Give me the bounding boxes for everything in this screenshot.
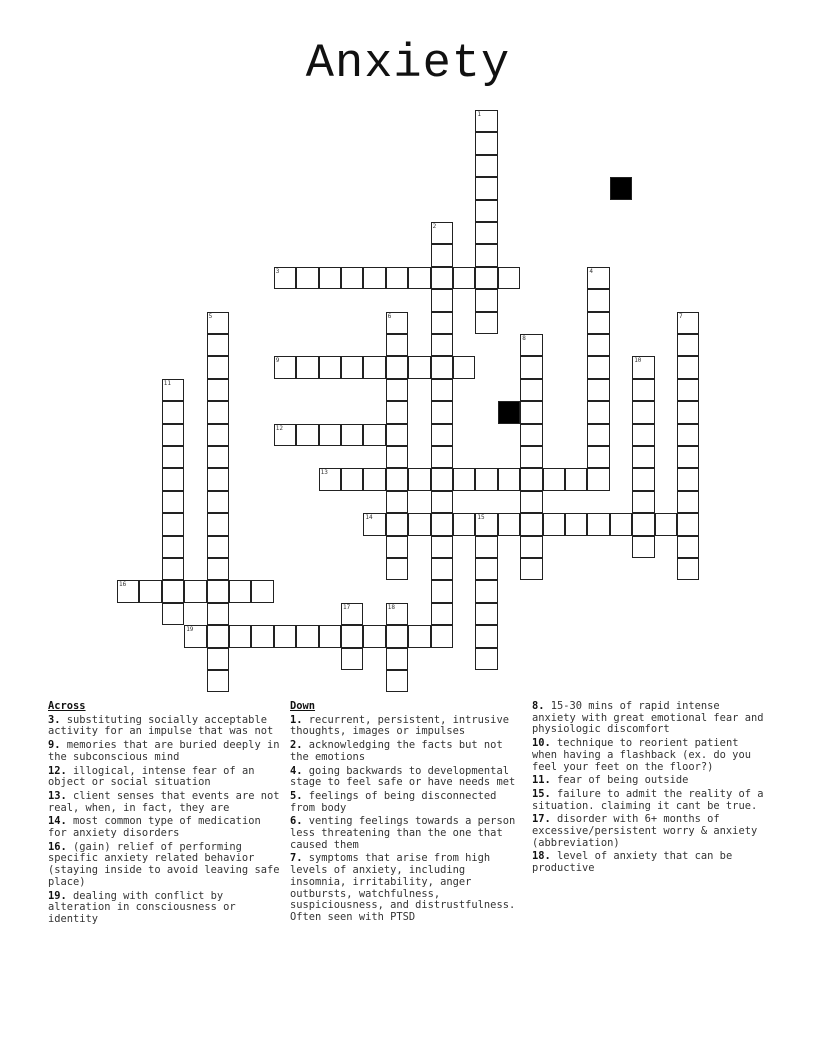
clue-number-label: 3 [275,267,280,275]
grid-cell[interactable] [431,312,453,334]
grid-cell[interactable] [677,468,699,490]
clue-text: memories that are buried deeply in the subconscious mind [48,739,280,763]
clue-item [48,766,280,789]
grid-cell[interactable] [162,446,184,468]
grid-cell[interactable] [207,580,229,602]
clue-item [532,738,768,773]
grid-cell[interactable] [207,491,229,513]
grid-cell[interactable] [162,401,184,423]
clue-number-label: 7 [679,312,683,320]
grid-cell[interactable] [431,379,453,401]
grid-cell[interactable] [207,401,229,423]
grid-cell[interactable] [408,468,430,490]
grid-cell[interactable] [207,648,229,670]
clue-number: 19. [48,889,67,902]
clue-number-label: 5 [208,312,213,320]
clue-text: symptoms that arise from high levels of anxiety, including insomnia, irritability, anger outbursts, watchfulness, suspiciousness, and distrustfulness. Often seen with PTSD [290,852,516,923]
grid-cell[interactable] [341,625,363,647]
down-heading: Down [290,700,316,712]
grid-cell[interactable] [207,334,229,356]
grid-cell[interactable] [587,513,609,535]
grid-cell[interactable] [386,625,408,647]
clue-number-label: 2 [432,223,437,230]
grid-cell[interactable] [632,379,654,401]
grid-cell[interactable] [520,513,542,535]
clue-item [290,715,526,738]
grid-cell[interactable] [677,536,699,558]
grid-cell[interactable] [677,379,699,401]
grid-cell[interactable] [587,356,609,378]
grid-cell[interactable] [520,379,542,401]
clue-number-label: 10 [634,357,642,365]
clue-item [48,842,280,889]
grid-cell[interactable] [386,334,408,356]
grid-cell[interactable] [520,468,542,490]
grid-cell[interactable] [543,513,565,535]
grid-cell[interactable] [520,334,542,356]
grid-cell[interactable] [408,267,430,289]
clue-number: 11. [532,774,551,787]
grid-cell[interactable] [475,289,497,311]
grid-cell[interactable] [453,267,475,289]
clue-text: most common type of medication for anxiety disorders [48,815,261,840]
clue-number: 8. [532,700,545,712]
grid-cell[interactable] [431,334,453,356]
grid-cell[interactable] [207,312,229,334]
grid-cell[interactable] [587,334,609,356]
grid-cell[interactable] [162,558,184,580]
grid-cell[interactable] [565,468,587,490]
grid-cell[interactable] [386,670,408,692]
clue-number-label: 14 [365,514,373,522]
grid-cell[interactable] [207,356,229,378]
clue-number-label: 6 [387,312,392,320]
grid-cell[interactable] [475,648,497,670]
grid-cell[interactable] [319,356,341,378]
grid-cell[interactable] [162,491,184,513]
clue-number-label: 15 [477,514,485,522]
clue-number: 12. [48,764,67,777]
grid-cell[interactable] [139,580,161,602]
grid-cell[interactable] [475,222,497,244]
grid-cell[interactable] [677,513,699,535]
grid-cell[interactable] [431,513,453,535]
grid-cell[interactable] [431,491,453,513]
grid-cell[interactable] [475,110,497,132]
clue-item [532,814,768,849]
grid-cell[interactable] [498,513,520,535]
grid-cell[interactable] [632,424,654,446]
grid-cell[interactable] [520,558,542,580]
clue-number: 3. [48,713,61,726]
grid-cell[interactable] [363,267,385,289]
grid-cell[interactable] [162,603,184,625]
grid-cell[interactable] [386,648,408,670]
grid-cell[interactable] [565,513,587,535]
grid-cell[interactable] [341,603,363,625]
clue-number: 6. [290,815,303,828]
black-square [610,177,632,199]
across-clues [48,701,280,928]
grid-cell[interactable] [431,558,453,580]
grid-cell[interactable] [520,446,542,468]
grid-cell[interactable] [520,356,542,378]
clue-text: level of anxiety that can be productive [532,850,733,875]
grid-cell[interactable] [386,558,408,580]
grid-cell[interactable] [498,267,520,289]
clue-number: 17. [532,813,551,826]
grid-cell[interactable] [475,558,497,580]
clue-number-label: 19 [186,626,194,634]
grid-cell[interactable] [677,401,699,423]
clue-text: acknowledging the facts but not the emotions [290,739,503,763]
grid-cell[interactable] [431,603,453,625]
clue-number: 16. [48,840,67,853]
clue-number-label: 12 [275,424,284,432]
grid-cell[interactable] [341,648,363,670]
grid-cell[interactable] [632,356,654,378]
clue-number: 5. [290,789,303,802]
grid-cell[interactable] [341,468,363,490]
grid-cell[interactable] [229,625,251,647]
clue-number-label: 18 [387,603,396,611]
grid-cell[interactable] [431,356,453,378]
clue-number: 15. [532,787,551,800]
grid-cell[interactable] [475,155,497,177]
clue-item [532,789,768,812]
grid-cell[interactable] [677,558,699,580]
grid-cell[interactable] [475,580,497,602]
clue-item [48,715,280,738]
grid-cell[interactable] [386,312,408,334]
grid-cell[interactable] [386,536,408,558]
grid-cell[interactable] [475,312,497,334]
clue-text: (gain) relief of performing specific anxiety related behavior (staying inside to avoid leaving safe place) [48,840,280,888]
grid-cell[interactable] [162,424,184,446]
grid-cell[interactable] [207,424,229,446]
clue-number: 1. [290,713,303,726]
grid-cell[interactable] [632,446,654,468]
grid-cell[interactable] [475,513,497,535]
grid-cell[interactable] [251,625,273,647]
clue-text: feelings of being disconnected from body [290,789,497,814]
down-clues-continued [532,701,768,877]
grid-cell[interactable] [386,491,408,513]
clue-item [532,701,768,736]
grid-cell[interactable] [386,513,408,535]
clue-item [290,853,526,923]
grid-cell[interactable] [386,468,408,490]
black-square [498,401,520,423]
clue-text: 15-30 mins of rapid intense anxiety with great emotional fear and physiologic discomfort [532,700,764,736]
grid-cell[interactable] [363,468,385,490]
grid-cell[interactable] [431,580,453,602]
grid-cell[interactable] [655,513,677,535]
grid-cell[interactable] [632,536,654,558]
clue-item [48,891,280,926]
grid-cell[interactable] [587,379,609,401]
grid-cell[interactable] [520,536,542,558]
grid-cell[interactable] [453,468,475,490]
grid-cell[interactable] [251,580,273,602]
grid-cell[interactable] [386,379,408,401]
clue-text: technique to reorient patient when having a flashback (ex. do you feel your feet on the floor?) [532,737,751,773]
grid-cell[interactable] [431,446,453,468]
clue-number-label: 9 [275,357,280,365]
clue-text: failure to admit the reality of a situation. claiming it cant be true. [532,787,764,812]
clue-number: 7. [290,852,303,865]
grid-cell[interactable] [207,379,229,401]
grid-cell[interactable] [431,267,453,289]
grid-cell[interactable] [677,356,699,378]
clue-text: substituting socially acceptable activity for an impulse that was not [48,713,274,738]
grid-cell[interactable] [319,625,341,647]
grid-cell[interactable] [117,580,139,602]
grid-cell[interactable] [543,468,565,490]
clue-number-label: 1 [477,111,482,118]
clue-item [48,816,280,839]
grid-cell[interactable] [453,356,475,378]
grid-cell[interactable] [319,267,341,289]
clue-text: disorder with 6+ months of excessive/persistent worry & anxiety (abbreviation) [532,813,758,849]
grid-cell[interactable] [274,356,296,378]
clue-number: 9. [48,739,61,752]
grid-cell[interactable] [632,491,654,513]
clue-number-label: 11 [163,379,172,387]
grid-cell[interactable] [162,468,184,490]
clue-item [532,775,768,787]
clue-item [290,766,526,789]
clue-number: 10. [532,737,551,750]
grid-cell[interactable] [207,446,229,468]
grid-cell[interactable] [274,625,296,647]
grid-cell[interactable] [296,625,318,647]
grid-cell[interactable] [520,401,542,423]
clue-number: 18. [532,850,551,863]
clue-text: illogical, intense fear of an object or social situation [48,764,255,789]
clue-item [532,851,768,874]
clue-text: going backwards to developmental stage to feel safe or have needs met [290,764,516,789]
grid-cell[interactable] [677,334,699,356]
grid-cell[interactable] [520,491,542,513]
grid-cell[interactable] [431,625,453,647]
grid-cell[interactable] [363,424,385,446]
grid-cell[interactable] [386,446,408,468]
grid-cell[interactable] [632,468,654,490]
grid-cell[interactable] [408,356,430,378]
clue-number: 13. [48,789,67,802]
clue-number-label: 16 [119,581,127,589]
grid-cell[interactable] [431,536,453,558]
grid-cell[interactable] [386,356,408,378]
grid-cell[interactable] [207,468,229,490]
clue-number-label: 4 [589,267,594,275]
grid-cell[interactable] [207,625,229,647]
clue-text: dealing with conflict by alteration in consciousness or identity [48,889,236,925]
grid-cell[interactable] [475,244,497,266]
clue-item [48,740,280,763]
grid-cell[interactable] [587,267,609,289]
grid-cell[interactable] [632,401,654,423]
grid-cell[interactable] [453,513,475,535]
clue-item [290,791,526,814]
clue-text: fear of being outside [550,774,689,787]
grid-cell[interactable] [184,580,206,602]
grid-cell[interactable] [587,401,609,423]
grid-cell[interactable] [386,401,408,423]
grid-cell[interactable] [319,424,341,446]
across-heading: Across [48,700,86,712]
grid-cell[interactable] [475,536,497,558]
grid-cell[interactable] [296,356,318,378]
grid-cell[interactable] [162,580,184,602]
grid-cell[interactable] [229,580,251,602]
page-title: Anxiety [305,38,511,91]
clue-text: venting feelings towards a person less threatening than the one that caused them [290,815,516,851]
grid-cell[interactable] [431,424,453,446]
grid-cell[interactable] [386,267,408,289]
grid-cell[interactable] [207,513,229,535]
clue-number-label: 17 [343,603,351,611]
grid-cell[interactable] [610,513,632,535]
grid-cell[interactable] [408,625,430,647]
clue-number-label: 13 [320,469,328,477]
grid-cell[interactable] [677,491,699,513]
grid-cell[interactable] [498,468,520,490]
grid-cell[interactable] [475,177,497,199]
grid-cell[interactable] [207,558,229,580]
clue-item [290,816,526,851]
grid-cell[interactable] [431,468,453,490]
grid-cell[interactable] [162,513,184,535]
grid-cell[interactable] [431,244,453,266]
clue-number: 2. [290,739,303,752]
clue-item [290,740,526,763]
grid-cell[interactable] [587,468,609,490]
grid-cell[interactable] [207,603,229,625]
grid-cell[interactable] [431,222,453,244]
grid-cell[interactable] [386,424,408,446]
grid-cell[interactable] [207,536,229,558]
grid-cell[interactable] [587,446,609,468]
grid-cell[interactable] [274,267,296,289]
grid-cell[interactable] [408,513,430,535]
grid-cell[interactable] [587,312,609,334]
grid-cell[interactable] [296,424,318,446]
grid-cell[interactable] [296,267,318,289]
grid-cell[interactable] [319,468,341,490]
grid-cell[interactable] [363,625,385,647]
grid-cell[interactable] [677,424,699,446]
grid-cell[interactable] [475,132,497,154]
grid-cell[interactable] [587,424,609,446]
clue-item [48,791,280,814]
grid-cell[interactable] [475,468,497,490]
grid-cell[interactable] [431,401,453,423]
grid-cell[interactable] [363,513,385,535]
clue-text: client senses that events are not real, when, in fact, they are [48,789,280,814]
grid-cell[interactable] [520,424,542,446]
grid-cell[interactable] [677,312,699,334]
grid-cell[interactable] [475,200,497,222]
grid-cell[interactable] [587,289,609,311]
grid-cell[interactable] [341,267,363,289]
grid-cell[interactable] [431,289,453,311]
clue-number-label: 8 [522,335,526,342]
grid-cell[interactable] [207,670,229,692]
grid-cell[interactable] [341,356,363,378]
grid-cell[interactable] [162,536,184,558]
grid-cell[interactable] [475,603,497,625]
grid-cell[interactable] [274,424,296,446]
grid-cell[interactable] [363,356,385,378]
grid-cell[interactable] [632,513,654,535]
grid-cell[interactable] [677,446,699,468]
grid-cell[interactable] [162,379,184,401]
grid-cell[interactable] [386,603,408,625]
grid-cell[interactable] [475,267,497,289]
clue-number: 14. [48,815,67,828]
grid-cell[interactable] [475,625,497,647]
grid-cell[interactable] [184,625,206,647]
down-clues [290,701,526,926]
clue-number: 4. [290,764,303,777]
grid-cell[interactable] [341,424,363,446]
clue-text: recurrent, persistent, intrusive thoughts, images or impulses [290,713,509,738]
